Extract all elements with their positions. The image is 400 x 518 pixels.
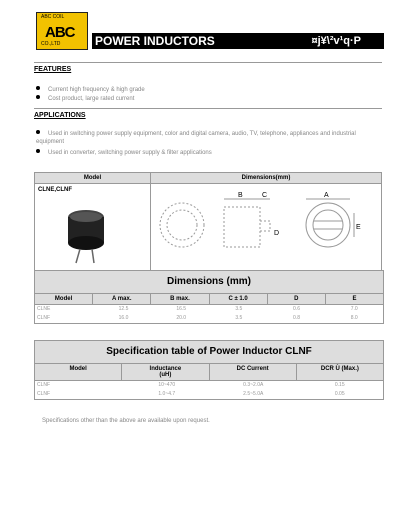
application-item: Used in converter, switching power supply & filter applications bbox=[36, 149, 212, 157]
title-bar bbox=[92, 33, 384, 49]
model-col-header: Model bbox=[35, 173, 151, 184]
dimensions-panel bbox=[34, 270, 384, 324]
model-name: CLNE,CLNF bbox=[38, 187, 72, 193]
dim-col: B max. bbox=[151, 294, 209, 304]
features-heading: FEATURES bbox=[34, 66, 72, 73]
spec-col: DCR Ù (Max.) bbox=[320, 366, 359, 372]
applications-heading: APPLICATIONS bbox=[34, 112, 86, 119]
company-logo bbox=[36, 12, 88, 50]
model-table bbox=[34, 172, 382, 273]
spec-title: Specification table of Power Inductor CLNF bbox=[35, 341, 383, 364]
dim-label-c: C bbox=[262, 192, 268, 199]
logo-bottom-text: CO.,LTD bbox=[41, 41, 61, 47]
dim-col: C ± 1.0 bbox=[210, 294, 268, 304]
application-item: Used in switching power supply equipment, color and digital camera, audio, TV, telephone, appliances and industrial equipment bbox=[36, 131, 356, 145]
dim-col: A max. bbox=[93, 294, 151, 304]
divider bbox=[34, 108, 382, 109]
table-row: CLNF 1.0~4.7 2.5~5.0A 0.05 bbox=[37, 391, 345, 397]
table-row: CLNE 12.5 16.5 3.5 0.6 7.0 bbox=[37, 306, 358, 312]
page-title: POWER INDUCTORS bbox=[95, 34, 215, 48]
dimension-drawing bbox=[152, 185, 380, 269]
spec-columns bbox=[35, 364, 383, 381]
model-cell bbox=[35, 184, 151, 273]
divider bbox=[34, 62, 382, 63]
dim-col: Model bbox=[35, 294, 93, 304]
dims-col-header: Dimensions(mm) bbox=[151, 173, 382, 184]
spec-panel bbox=[34, 340, 384, 400]
dim-col: D bbox=[268, 294, 326, 304]
table-row: CLNF 10~470 0.3~2.0A 0.15 bbox=[37, 382, 345, 388]
dim-label-e: E bbox=[356, 224, 361, 231]
footnote: Specifications other than the above are available upon request. bbox=[42, 418, 210, 424]
dim-label-b: B bbox=[238, 192, 243, 199]
spec-col: DC Current bbox=[210, 364, 297, 380]
feature-item: Current high frequency & high grade bbox=[36, 86, 145, 94]
page-subtitle: ¤j¥\²v¹q·P bbox=[311, 35, 361, 47]
spec-col: Model bbox=[35, 364, 122, 380]
dim-label-d: D bbox=[274, 230, 280, 237]
dimensions-title: Dimensions (mm) bbox=[35, 271, 383, 294]
logo-mark: ABC bbox=[45, 24, 75, 41]
dim-col: E bbox=[352, 296, 357, 302]
dims-drawing-cell bbox=[151, 184, 382, 273]
logo-top-text: ABC COIL bbox=[41, 14, 65, 20]
table-row: CLNF 16.0 20.0 3.5 0.8 8.0 bbox=[37, 315, 358, 321]
spec-col: Inductance (uH) bbox=[122, 364, 209, 380]
dimensions-columns bbox=[35, 294, 383, 305]
dim-label-a: A bbox=[324, 192, 329, 199]
feature-item: Cost product, large rated current bbox=[36, 95, 134, 103]
inductor-photo bbox=[36, 195, 146, 267]
